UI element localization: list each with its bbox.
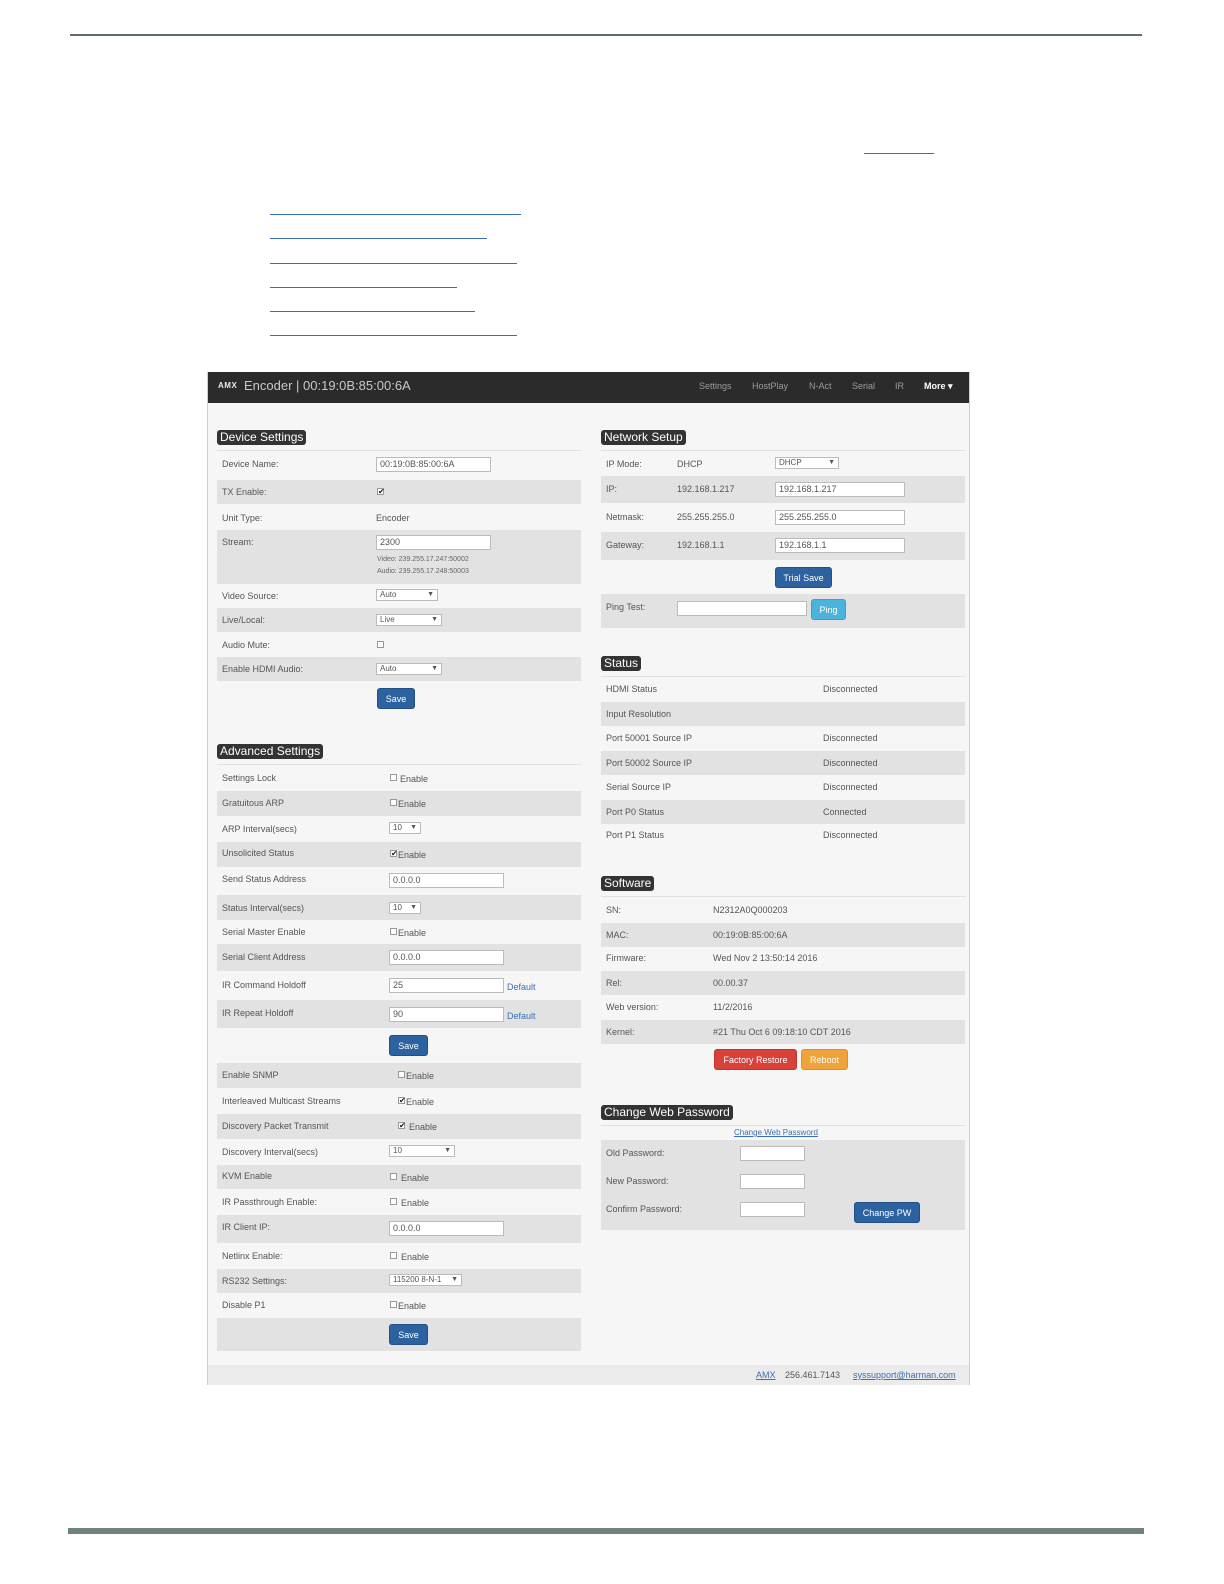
status-label: Input Resolution [606, 709, 672, 719]
toc-link-3[interactable] [270, 263, 517, 264]
status-value: Disconnected [823, 684, 878, 694]
interleaved-enable-label: Enable [406, 1097, 435, 1107]
change-password-rule [601, 1125, 965, 1126]
video-source-label: Video Source: [222, 591, 279, 601]
live-local-row [217, 608, 581, 632]
status-interval-row [217, 895, 581, 920]
device-name-label: Device Name: [222, 459, 279, 469]
advanced-settings-save-button-2[interactable]: Save [389, 1324, 428, 1345]
arp-interval-label: ARP Interval(secs) [222, 824, 297, 834]
ir-command-holdoff-row [217, 972, 581, 999]
netmask-row [601, 504, 965, 531]
disable-p1-checkbox[interactable] [390, 1301, 397, 1308]
ip-input[interactable]: 192.168.1.217 [775, 482, 905, 497]
status-value: Disconnected [823, 733, 878, 743]
discovery-packet-row [217, 1114, 581, 1139]
factory-restore-button[interactable]: Factory Restore [714, 1049, 797, 1070]
ir-repeat-holdoff-label: IR Repeat Holdoff [222, 1008, 294, 1018]
chevron-down-icon: ▼ [410, 904, 417, 911]
status-interval-select[interactable] [389, 902, 421, 914]
ir-command-holdoff-label: IR Command Holdoff [222, 980, 306, 990]
netmask-input[interactable]: 255.255.255.0 [775, 510, 905, 525]
confirm-password-input[interactable] [740, 1202, 805, 1217]
status-value: Connected [823, 807, 867, 817]
footer-email-link[interactable]: syssupport@harman.com [853, 1370, 956, 1380]
navbar [208, 372, 970, 403]
software-row [601, 996, 965, 1020]
toc-link-4[interactable] [270, 287, 457, 288]
software-value: #21 Thu Oct 6 09:18:10 CDT 2016 [713, 1027, 851, 1037]
ip-label: IP: [606, 484, 618, 494]
tx-enable-label: TX Enable: [222, 487, 267, 497]
encoder-web-ui-screenshot [207, 372, 970, 1385]
netmask-label: Netmask: [606, 512, 645, 522]
ir-repeat-holdoff-row [217, 1000, 581, 1028]
audio-mute-checkbox[interactable] [377, 641, 384, 648]
discovery-interval-select[interactable] [389, 1145, 455, 1157]
status-label: Port P1 Status [606, 830, 665, 840]
ir-passthrough-checkbox[interactable] [390, 1198, 397, 1205]
arp-interval-value: 10 [393, 823, 402, 832]
network-setup-heading: Network Setup [601, 430, 686, 445]
kvm-enable-row [217, 1165, 581, 1189]
ip-mode-value: DHCP [677, 459, 703, 469]
chevron-down-icon: ▼ [444, 1147, 451, 1154]
ir-command-holdoff-default-link[interactable]: Default [507, 982, 536, 992]
confirm-password-label: Confirm Password: [606, 1204, 683, 1214]
change-web-password-link[interactable]: Change Web Password [734, 1128, 818, 1137]
toc-link-5[interactable] [270, 311, 475, 312]
hdmi-audio-label: Enable HDMI Audio: [222, 664, 304, 674]
bottom-rule [68, 1528, 1144, 1534]
software-row [601, 971, 965, 995]
enable-snmp-enable-label: Enable [406, 1071, 435, 1081]
nav-ir[interactable]: IR [895, 381, 904, 391]
ir-command-holdoff-input[interactable]: 25 [389, 978, 504, 993]
unsolicited-status-enable-label: Enable [398, 850, 427, 860]
rs232-select[interactable] [389, 1274, 462, 1286]
serial-master-enable-label: Enable [398, 928, 427, 938]
netlinx-enable-label: Netlinx Enable: [222, 1251, 283, 1261]
software-row [601, 923, 965, 947]
chevron-down-icon: ▼ [828, 459, 835, 466]
enable-snmp-label: Enable SNMP [222, 1070, 279, 1080]
audio-mute-label: Audio Mute: [222, 640, 271, 650]
status-value: Disconnected [823, 758, 878, 768]
status-row [601, 824, 965, 848]
serial-client-address-row [217, 944, 581, 971]
footer [208, 1365, 970, 1385]
status-interval-label: Status Interval(secs) [222, 903, 305, 913]
footer-amx-link[interactable]: AMX [756, 1370, 776, 1380]
status-value: Disconnected [823, 782, 878, 792]
kvm-enable-label: KVM Enable [222, 1171, 273, 1181]
trial-save-button[interactable]: Trial Save [775, 567, 832, 588]
advanced-settings-save-button[interactable]: Save [389, 1035, 428, 1056]
status-row [601, 751, 965, 775]
nav-hostplay[interactable]: HostPlay [752, 381, 789, 391]
stream-audio-address: Audio: 239.255.17.248:50003 [377, 568, 469, 575]
ir-client-ip-row [217, 1215, 581, 1243]
amx-logo: AMX [218, 381, 238, 390]
interleaved-checkbox[interactable]: ✔ [399, 1096, 406, 1105]
status-row [601, 702, 965, 726]
software-label: SN: [606, 905, 622, 915]
ir-passthrough-enable-label: Enable [401, 1198, 430, 1208]
discovery-interval-row [217, 1140, 581, 1164]
ping-test-label: Ping Test: [606, 602, 646, 612]
kvm-enable-checkbox[interactable] [390, 1173, 397, 1180]
ip-mode-select-value: DHCP [779, 458, 802, 467]
software-label: Rel: [606, 978, 623, 988]
serial-master-checkbox[interactable] [390, 928, 397, 935]
device-settings-save-button[interactable]: Save [377, 688, 415, 709]
status-label: Port 50001 Source IP [606, 733, 693, 743]
settings-lock-enable-label: Enable [400, 774, 429, 784]
software-row [601, 899, 965, 923]
device-name-row [217, 455, 581, 477]
tx-enable-row [217, 480, 581, 504]
stream-video-address: Video: 239.255.17.247:50002 [377, 556, 469, 563]
kvm-enable-enable-label: Enable [401, 1173, 430, 1183]
settings-lock-label: Settings Lock [222, 773, 277, 783]
change-pw-button[interactable]: Change PW [854, 1202, 920, 1223]
status-value: Disconnected [823, 830, 878, 840]
software-value: 00:19:0B:85:00:6A [713, 930, 788, 940]
disable-p1-row [217, 1294, 581, 1318]
toc-link-2[interactable] [270, 238, 487, 239]
ip-mode-row [601, 453, 965, 475]
ping-test-row [601, 594, 965, 628]
status-label: Port 50002 Source IP [606, 758, 693, 768]
unit-type-label: Unit Type: [222, 513, 263, 523]
chevron-down-icon: ▼ [451, 1276, 458, 1283]
software-label: Web version: [606, 1002, 659, 1012]
software-label: Firmware: [606, 953, 646, 963]
live-local-label: Live/Local: [222, 615, 266, 625]
old-password-input[interactable] [740, 1146, 805, 1161]
send-status-address-input[interactable]: 0.0.0.0 [389, 873, 504, 888]
ir-client-ip-input[interactable]: 0.0.0.0 [389, 1221, 504, 1236]
interleaved-label: Interleaved Multicast Streams [222, 1096, 341, 1106]
network-setup-rule [601, 450, 965, 451]
software-value: 11/2/2016 [713, 1002, 753, 1012]
serial-client-address-input[interactable]: 0.0.0.0 [389, 950, 504, 965]
interleaved-row [217, 1089, 581, 1113]
toc-link-1[interactable] [270, 214, 521, 215]
discovery-interval-label: Discovery Interval(secs) [222, 1147, 319, 1157]
live-local-value: Live [380, 615, 395, 624]
software-value: 00.00.37 [713, 978, 749, 988]
unit-type-row [217, 507, 581, 529]
advanced-save-row [217, 1318, 581, 1351]
live-local-select[interactable] [376, 614, 442, 626]
video-source-select[interactable] [376, 589, 438, 601]
arp-interval-select[interactable] [389, 822, 421, 834]
software-row [601, 947, 965, 971]
reboot-button[interactable]: Reboot [801, 1049, 848, 1070]
enable-snmp-checkbox[interactable] [398, 1071, 405, 1078]
netlinx-enable-checkbox[interactable] [390, 1252, 397, 1259]
rs232-label: RS232 Settings: [222, 1276, 288, 1286]
unit-type-value: Encoder [376, 513, 410, 523]
gratuitous-arp-enable-label: Enable [398, 799, 427, 809]
device-name-input[interactable]: 00:19:0B:85:00:6A [376, 457, 491, 472]
gratuitous-arp-row [217, 791, 581, 816]
software-rule [601, 896, 965, 897]
device-settings-rule [217, 450, 581, 451]
password-form [601, 1140, 965, 1230]
send-status-address-row [217, 868, 581, 894]
serial-master-row [217, 921, 581, 943]
device-title: Encoder | 00:19:0B:85:00:6A [244, 378, 411, 393]
hdmi-audio-row [217, 657, 581, 681]
rs232-row [217, 1269, 581, 1293]
ping-button[interactable]: Ping [811, 599, 846, 620]
advanced-settings-heading: Advanced Settings [217, 744, 323, 759]
nav-settings[interactable]: Settings [699, 381, 732, 391]
ir-repeat-holdoff-input[interactable]: 90 [389, 1007, 504, 1022]
status-interval-value: 10 [393, 903, 402, 912]
ir-passthrough-row [217, 1190, 581, 1214]
video-source-value: Auto [380, 590, 397, 599]
top-rule [70, 34, 1142, 36]
ip-row [601, 476, 965, 503]
software-row [601, 1020, 965, 1044]
enable-snmp-row [217, 1063, 581, 1088]
discovery-interval-value: 10 [393, 1146, 402, 1155]
status-label: Serial Source IP [606, 782, 672, 792]
status-row [601, 800, 965, 824]
intro-hyperlink-underline[interactable] [864, 153, 934, 154]
ir-client-ip-label: IR Client IP: [222, 1222, 271, 1232]
ir-passthrough-label: IR Passthrough Enable: [222, 1197, 318, 1207]
unsolicited-status-row [217, 842, 581, 867]
software-value: N2312A0Q000203 [713, 905, 788, 915]
stream-row [217, 530, 581, 584]
nav-serial[interactable]: Serial [852, 381, 876, 391]
arp-interval-row [217, 817, 581, 841]
nav-n-act[interactable]: N-Act [809, 381, 832, 391]
disable-p1-enable-label: Enable [398, 1301, 427, 1311]
stream-input[interactable]: 2300 [376, 535, 491, 550]
status-row [601, 727, 965, 751]
chevron-down-icon: ▼ [410, 824, 417, 831]
unsolicited-status-label: Unsolicited Status [222, 848, 295, 858]
netlinx-enable-enable-label: Enable [401, 1252, 430, 1262]
audio-mute-row [217, 634, 581, 656]
video-source-row [217, 585, 581, 607]
disable-p1-label: Disable P1 [222, 1300, 266, 1310]
settings-lock-checkbox[interactable] [390, 774, 397, 781]
software-label: Kernel: [606, 1027, 635, 1037]
settings-lock-row [217, 767, 581, 790]
gateway-row [601, 532, 965, 560]
rs232-value: 115200 8-N-1 [393, 1275, 442, 1284]
discovery-packet-enable-label: Enable [409, 1122, 438, 1132]
tx-enable-checkbox[interactable]: ✔ [378, 487, 385, 496]
status-rule [601, 676, 965, 677]
send-status-address-label: Send Status Address [222, 874, 307, 884]
discovery-packet-checkbox[interactable]: ✔ [399, 1121, 406, 1130]
footer-phone: 256.461.7143 [785, 1370, 841, 1380]
status-label: HDMI Status [606, 684, 658, 694]
ip-value: 192.168.1.217 [677, 484, 735, 494]
hdmi-audio-select[interactable] [376, 663, 442, 675]
status-row [601, 776, 965, 800]
ping-test-input[interactable] [677, 601, 807, 616]
advanced-settings-rule [217, 764, 581, 765]
gateway-input[interactable]: 192.168.1.1 [775, 538, 905, 553]
serial-master-label: Serial Master Enable [222, 927, 306, 937]
ir-repeat-holdoff-default-link[interactable]: Default [507, 1011, 536, 1021]
ip-mode-select[interactable] [775, 457, 839, 469]
chevron-down-icon: ▼ [431, 616, 438, 623]
software-value: Wed Nov 2 13:50:14 2016 [713, 953, 818, 963]
serial-client-address-label: Serial Client Address [222, 952, 306, 962]
nav-more-dropdown[interactable]: More ▾ [924, 381, 953, 391]
status-row [601, 678, 965, 702]
new-password-input[interactable] [740, 1174, 805, 1189]
ip-mode-label: IP Mode: [606, 459, 642, 469]
old-password-label: Old Password: [606, 1148, 665, 1158]
gratuitous-arp-label: Gratuitous ARP [222, 798, 285, 808]
status-label: Port P0 Status [606, 807, 665, 817]
hdmi-audio-value: Auto [380, 664, 397, 673]
chevron-down-icon: ▼ [431, 665, 438, 672]
status-heading: Status [601, 656, 641, 671]
software-label: MAC: [606, 930, 629, 940]
unsolicited-status-checkbox[interactable]: ✔ [391, 849, 398, 858]
gateway-label: Gateway: [606, 540, 645, 550]
discovery-packet-label: Discovery Packet Transmit [222, 1121, 329, 1131]
new-password-label: New Password: [606, 1176, 669, 1186]
chevron-down-icon: ▼ [427, 591, 434, 598]
software-heading: Software [601, 876, 654, 891]
gratuitous-arp-checkbox[interactable] [390, 799, 397, 806]
netmask-value: 255.255.255.0 [677, 512, 735, 522]
toc-link-6[interactable] [270, 335, 517, 336]
device-settings-heading: Device Settings [217, 430, 306, 445]
gateway-value: 192.168.1.1 [677, 540, 725, 550]
change-password-heading: Change Web Password [601, 1105, 733, 1120]
stream-label: Stream: [222, 537, 254, 547]
netlinx-enable-row [217, 1244, 581, 1268]
